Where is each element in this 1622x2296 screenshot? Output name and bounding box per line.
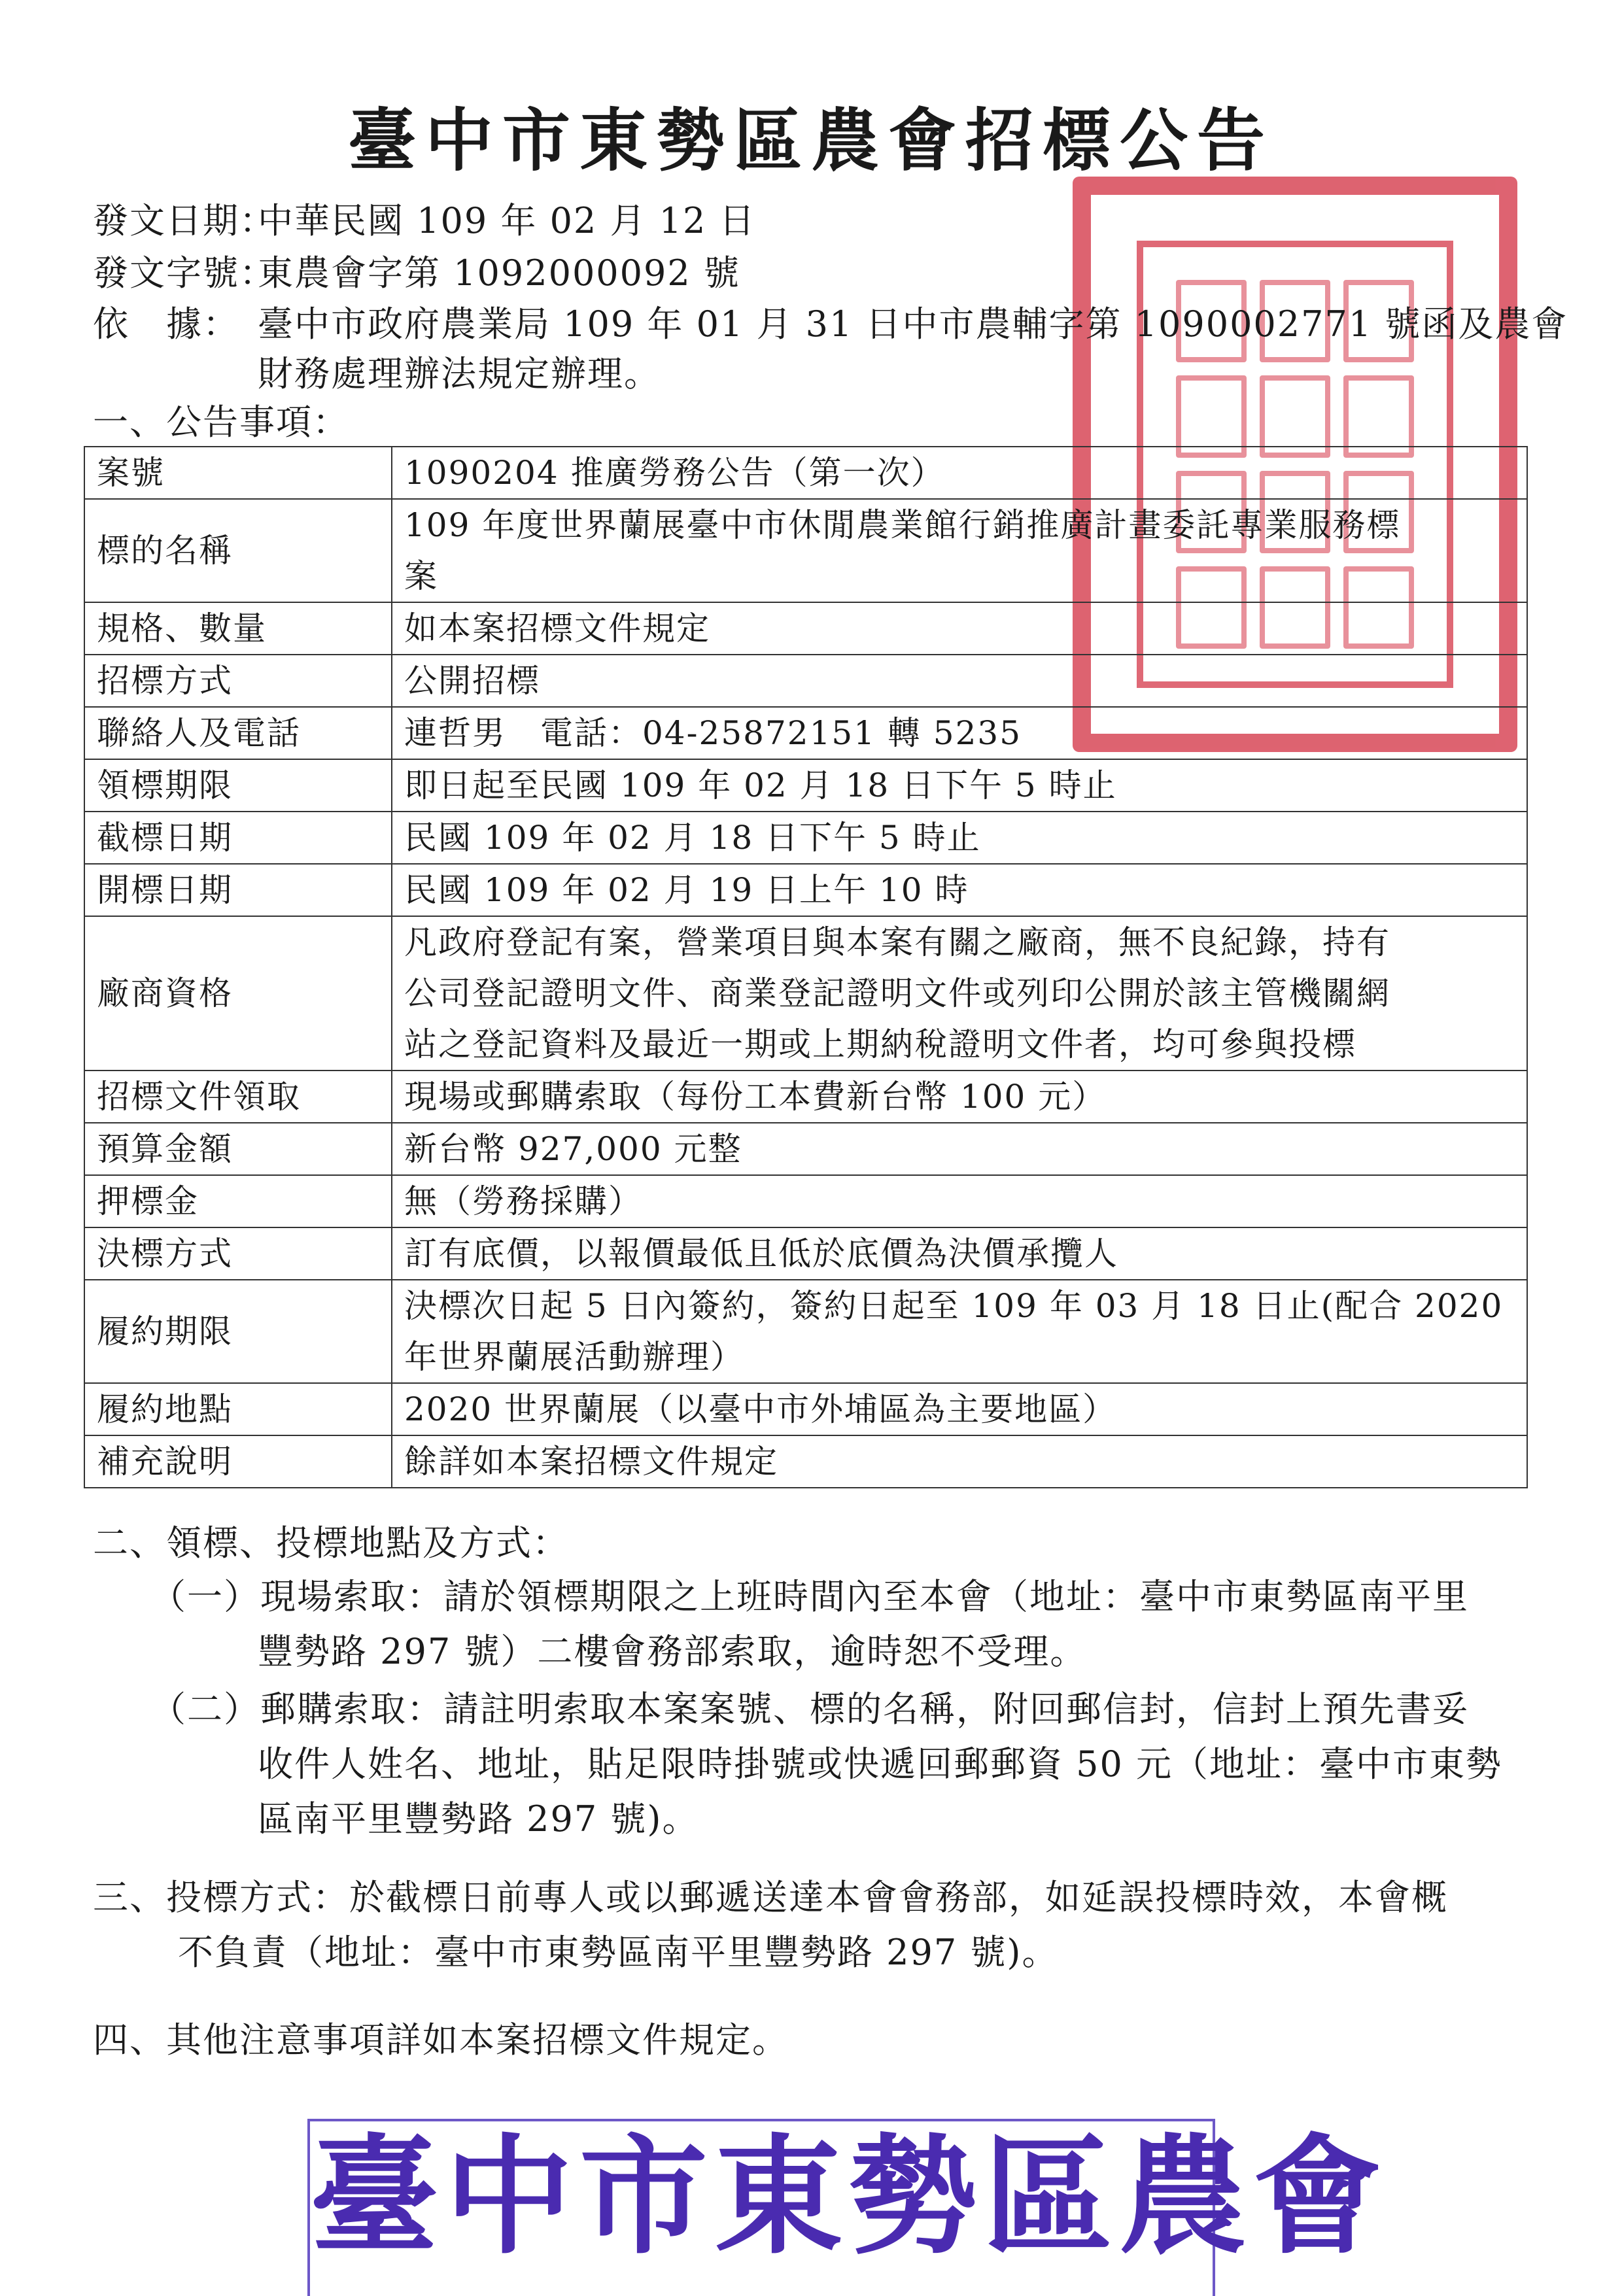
issue-date-value: 中華民國 109 年 02 月 12 日 [258, 200, 756, 241]
row-value-line: 餘詳如本案招標文件規定 [404, 1443, 778, 1481]
row-value-line: 1090204 推廣勞務公告（第一次） [404, 454, 945, 492]
row-value-line: 案 [404, 557, 438, 595]
row-value [392, 1071, 1527, 1123]
row-value-line: 站之登記資料及最近一期或上期納稅證明文件者，均可參與投標 [404, 1025, 1356, 1063]
section-2-heading: 二、領標、投標地點及方式： [93, 1522, 569, 1564]
row-label: 履約地點 [84, 1383, 392, 1435]
document-number-value: 東農會字第 1092000092 號 [258, 252, 740, 294]
row-value [392, 707, 1527, 759]
row-label: 招標文件領取 [84, 1071, 392, 1123]
row-label: 廠商資格 [84, 916, 392, 1071]
table-row [84, 707, 1527, 759]
row-label: 補充說明 [84, 1435, 392, 1488]
table-row [84, 1175, 1527, 1227]
row-value-line: 109 年度世界蘭展臺中市休閒農業館行銷推廣計畫委託專業服務標 [404, 506, 1401, 544]
section-2-item-2-continued-1: 收件人姓名、地址，貼足限時掛號或快遞回郵郵資 50 元（地址：臺中市東勢 [258, 1743, 1503, 1785]
row-label: 開標日期 [84, 864, 392, 916]
row-value-line: 年世界蘭展活動辦理） [404, 1338, 744, 1376]
row-label: 預算金額 [84, 1123, 392, 1175]
row-value [392, 812, 1527, 864]
document-number-line [93, 248, 740, 298]
row-value [392, 759, 1527, 812]
row-value [392, 1280, 1527, 1383]
table-row [84, 1280, 1527, 1383]
row-value [392, 655, 1527, 707]
table-row [84, 1383, 1527, 1435]
basis-value: 臺中市政府農業局 109 年 01 月 31 日中市農輔字第 1090002771 號函及農會 [258, 303, 1568, 345]
row-value-line: 民國 109 年 02 月 19 日上午 10 時 [404, 871, 969, 909]
row-value-line: 2020 世界蘭展（以臺中市外埔區為主要地區） [404, 1390, 1117, 1428]
row-value-line: 即日起至民國 109 年 02 月 18 日下午 5 時止 [404, 766, 1117, 804]
document-number-label: 發文字號： [93, 252, 276, 294]
row-value-line: 新台幣 927,000 元整 [404, 1130, 742, 1168]
table-row [84, 1227, 1527, 1280]
issue-date-line [93, 196, 756, 246]
table-row [84, 602, 1527, 655]
row-label: 領標期限 [84, 759, 392, 812]
section-2-item-1-continued: 豐勢路 297 號）二樓會務部索取，逾時恕不受理。 [258, 1631, 1087, 1672]
row-label: 履約期限 [84, 1280, 392, 1383]
row-value-line: 無（勞務採購） [404, 1182, 642, 1220]
row-value-line: 連哲男 電話：04-25872151 轉 5235 [404, 714, 1022, 752]
table-row [84, 655, 1527, 707]
row-value-line: 凡政府登記有案，營業項目與本案有關之廠商，無不良紀錄，持有 [404, 923, 1390, 961]
row-value [392, 1435, 1527, 1488]
row-value [392, 864, 1527, 916]
table-row [84, 812, 1527, 864]
row-label: 決標方式 [84, 1227, 392, 1280]
section-2-item-2-continued-2: 區南平里豐勢路 297 號)。 [258, 1798, 699, 1840]
row-value [392, 602, 1527, 655]
row-value [392, 1175, 1527, 1227]
table-row [84, 916, 1527, 1071]
section-1-heading: 一、公告事項： [93, 402, 349, 443]
section-4: 四、其他注意事項詳如本案招標文件規定。 [93, 2019, 789, 2061]
section-2-item-1: （一）現場索取：請於領標期限之上班時間內至本會（地址：臺中市東勢區南平里 [150, 1576, 1469, 1617]
row-label: 招標方式 [84, 655, 392, 707]
basis-value-continued: 財務處理辦法規定辦理。 [258, 353, 661, 394]
document-title: 臺中市東勢區農會招標公告 [347, 100, 1274, 180]
row-value [392, 1227, 1527, 1280]
row-label: 截標日期 [84, 812, 392, 864]
table-row [84, 447, 1527, 499]
row-value [392, 1383, 1527, 1435]
section-3-line-1: 三、投標方式：於截標日前專人或以郵遞送達本會會務部，如延誤投標時效，本會概 [93, 1877, 1448, 1918]
row-value-line: 訂有底價，以報價最低且低於底價為決價承攬人 [404, 1235, 1118, 1273]
basis-label: 依 據： [93, 303, 239, 345]
row-label: 聯絡人及電話 [84, 707, 392, 759]
table-row [84, 759, 1527, 812]
announcement-table [84, 446, 1528, 1488]
row-value-line: 民國 109 年 02 月 18 日下午 5 時止 [404, 819, 981, 857]
table-row [84, 864, 1527, 916]
row-label: 押標金 [84, 1175, 392, 1227]
table-row [84, 1071, 1527, 1123]
section-2-item-2: （二）郵購索取：請註明索取本案案號、標的名稱，附回郵信封，信封上預先書妥 [150, 1688, 1469, 1730]
row-value [392, 916, 1527, 1071]
basis-line [93, 300, 1568, 349]
row-value [392, 499, 1527, 602]
row-value-line: 決標次日起 5 日內簽約，簽約日起至 109 年 03 月 18 日止(配合 2020 [404, 1287, 1504, 1325]
issue-date-label: 發文日期： [93, 200, 276, 241]
row-value-line: 公開招標 [404, 662, 540, 700]
row-label: 標的名稱 [84, 499, 392, 602]
row-value-line: 現場或郵購索取（每份工本費新台幣 100 元） [404, 1078, 1107, 1116]
row-value [392, 447, 1527, 499]
row-value-line: 公司登記證明文件、商業登記證明文件或列印公開於該主管機關網 [404, 974, 1390, 1012]
organization-stamp: 臺中市東勢區農會 [307, 2119, 1215, 2296]
row-label: 案號 [84, 447, 392, 499]
section-3-line-2: 不負責（地址：臺中市東勢區南平里豐勢路 297 號)。 [178, 1932, 1059, 1973]
table-row [84, 1123, 1527, 1175]
row-value-line: 如本案招標文件規定 [404, 609, 710, 647]
row-label: 規格、數量 [84, 602, 392, 655]
table-row [84, 499, 1527, 602]
row-value [392, 1123, 1527, 1175]
table-row [84, 1435, 1527, 1488]
